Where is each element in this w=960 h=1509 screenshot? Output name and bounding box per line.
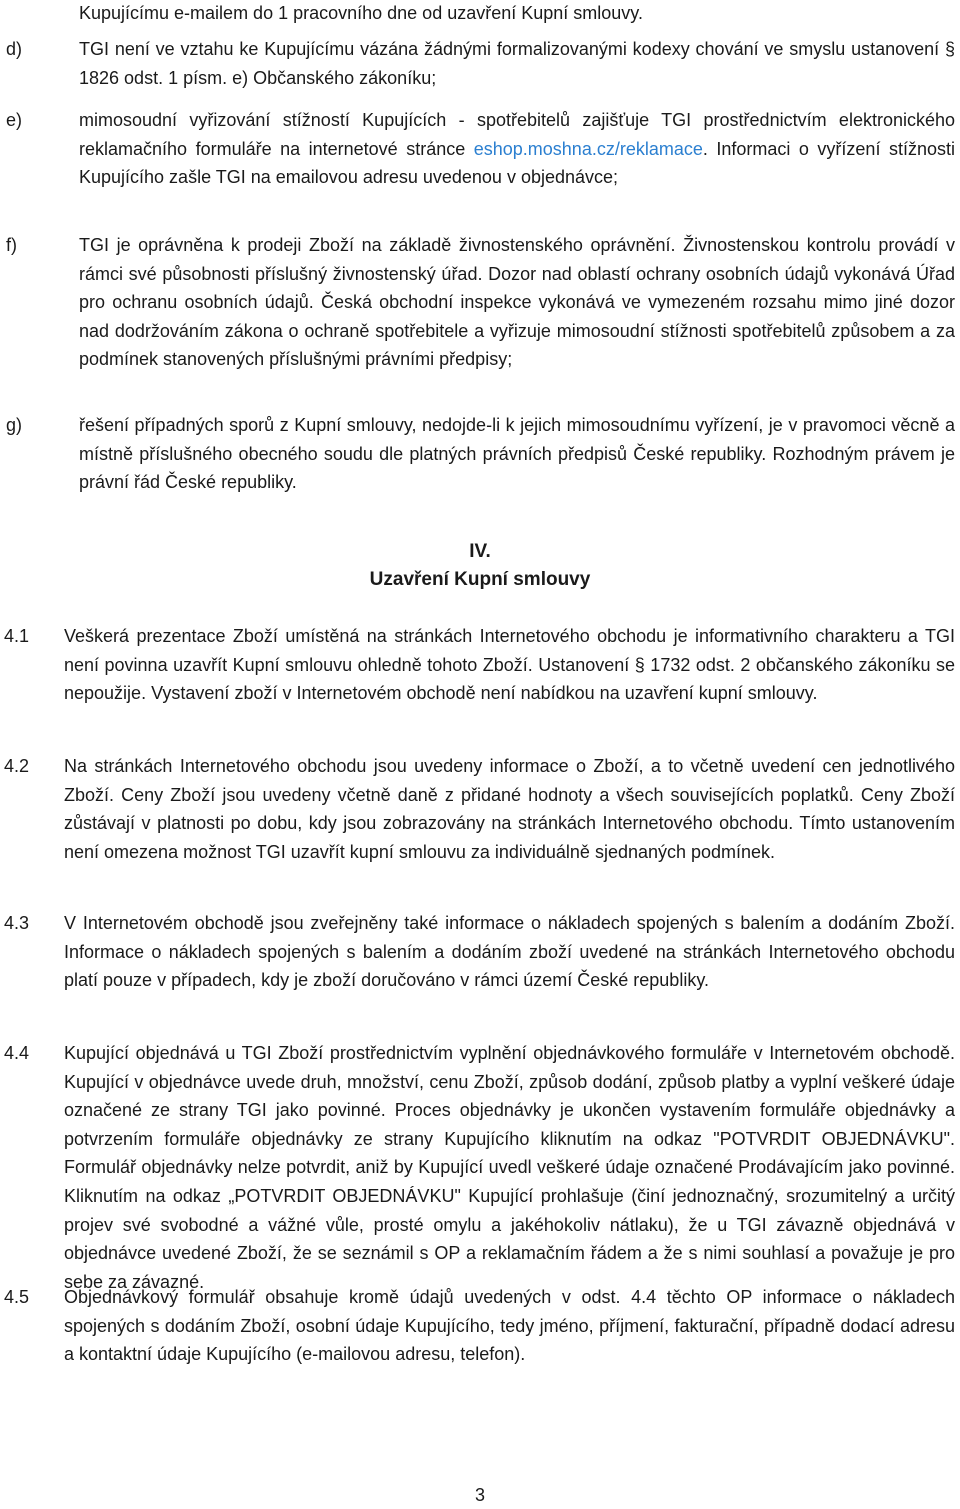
paragraph-text-part: mimosoudní vyřizování stížností Kupujících - spotřebitelů zajišťuje TGI prostřednictvím elektronického reklamačního formuláře na internetové stránce (79, 110, 955, 159)
reklamace-link[interactable]: eshop.moshna.cz/reklamace (465, 138, 703, 159)
paragraph-text-part: . Informaci o vyřízení stížnosti Kupujícího zašle TGI na emailovou adresu uvedenou v objednávce; (79, 138, 955, 187)
clause-number: 4.4 (4, 1043, 30, 1063)
clause-number: 4.1 (4, 626, 30, 646)
clause-number: 4.3 (4, 913, 30, 933)
section-title: Uzavření Kupní smlouvy (369, 569, 591, 590)
paragraph-text: řešení případných sporů z Kupní smlouvy, nedojde-li k jejich mimosoudnímu vyřízení, je v pravomoci věcně a místně příslušného obecného soudu dle platných právních předpisů České republiky. Rozhodným právem je právní řád České republiky. (79, 415, 955, 493)
list-label: g) (6, 415, 23, 435)
clause-text: Veškerá prezentace Zboží umístěná na stránkách Internetového obchodu je informativního charakteru a TGI není povinna uzavřít Kupní smlouvu ohledně tohoto Zboží. Ustanovení § 1732 odst. 2 občanského zákoníku se nepoužije. Vystavení zboží v Internetovém obchodě není nabídkou na uzavření kupní smlouvy. (64, 626, 955, 704)
list-label: e) (6, 110, 23, 130)
clause-text: Na stránkách Internetového obchodu jsou uvedeny informace o Zboží, a to včetně uvedení cen jednotlivého Zboží. Ceny Zboží jsou uvedeny včetně daně z přidané hodnoty a všech souvisejících poplatků. Ceny Zboží zůstávají v platnosti po dobu, kdy jsou zobrazovány na stránkách Internetového obchodu. Tímto ustanovením není omezena možnost TGI uzavřít kupní smlouvu za individuálně sjednaných podmínek. (64, 756, 955, 862)
paragraph-text: TGI není ve vztahu ke Kupujícímu vázána žádnými formalizovanými kodexy chování ve smyslu ustanovení § 1826 odst. 1 písm. e) Občanského zákoníku; (79, 39, 955, 88)
clause-text: Kupující objednává u TGI Zboží prostřednictvím vyplnění objednávkového formuláře v Internetovém obchodě. Kupující v objednávce uvede druh, množství, cenu Zboží, způsob dodání, způsob platby a vyplní veškeré údaje označené ze strany TGI jako povinné. Proces objednávky je ukončen vystavením formuláře objednávky a potvrzením formuláře objednávky ze strany Kupujícího kliknutím na odkaz "POTVRDIT OBJEDNÁVKU". Formulář objednávky nelze potvrdit, aniž by Kupující uvedl veškeré údaje označené Prodávajícím jako povinné. Kliknutím na odkaz „POTVRDIT OBJEDNÁVKU" Kupující prohlašuje (činí jednoznačný, srozumitelný a určitý projev své svobodné a vážné vůle, prosté omylu a jakéhokoliv nátlaku), že u TGI závazně objednává v objednávce uvedené Zboží, že se seznámil s OP a reklamačním řádem a že s nimi souhlasí a považuje je pro sebe za závazné. (64, 1043, 955, 1292)
clause-text: Objednávkový formulář obsahuje kromě údajů uvedených v odst. 4.4 těchto OP informace o nákladech spojených s dodáním Zboží, osobní údaje Kupujícího, tedy jméno, příjmení, fakturační, případně dodací adresu a kontaktní údaje Kupujícího (e-mailovou adresu, telefon). (64, 1287, 955, 1365)
clause-text: V Internetovém obchodě jsou zveřejněny také informace o nákladech spojených s balením a dodáním Zboží. Informace o nákladech spojených s balením a dodáním zboží uvedené na stránkách Internetového obchodu platí pouze v případech, kdy je zboží doručováno v rámci území České republiky. (64, 913, 955, 991)
paragraph-text: TGI je oprávněna k prodeji Zboží na základě živnostenského oprávnění. Živnostenskou kontrolu provádí v rámci své působnosti příslušný živnostenský úřad. Dozor nad oblastí ochrany osobních údajů vykonává Úřad pro ochranu osobních údajů. Česká obchodní inspekce vykonává ve vymezeném rozsahu mimo jiné dozor nad dodržováním zákona o ochraně spotřebitele a vyřizuje mimosoudní stížnosti spotřebitelů způsobem a za podmínek stanovených příslušnými právními předpisy; (79, 235, 955, 370)
clause-number: 4.5 (4, 1287, 30, 1307)
clause-number: 4.2 (4, 756, 30, 776)
page-number: 3 (474, 1485, 485, 1505)
paragraph-text (79, 106, 955, 192)
list-label: d) (6, 39, 23, 59)
paragraph-text: Kupujícímu e-mailem do 1 pracovního dne od uzavření Kupní smlouvy. (79, 3, 643, 23)
section-number: IV. (469, 541, 491, 562)
list-label: f) (6, 235, 17, 255)
